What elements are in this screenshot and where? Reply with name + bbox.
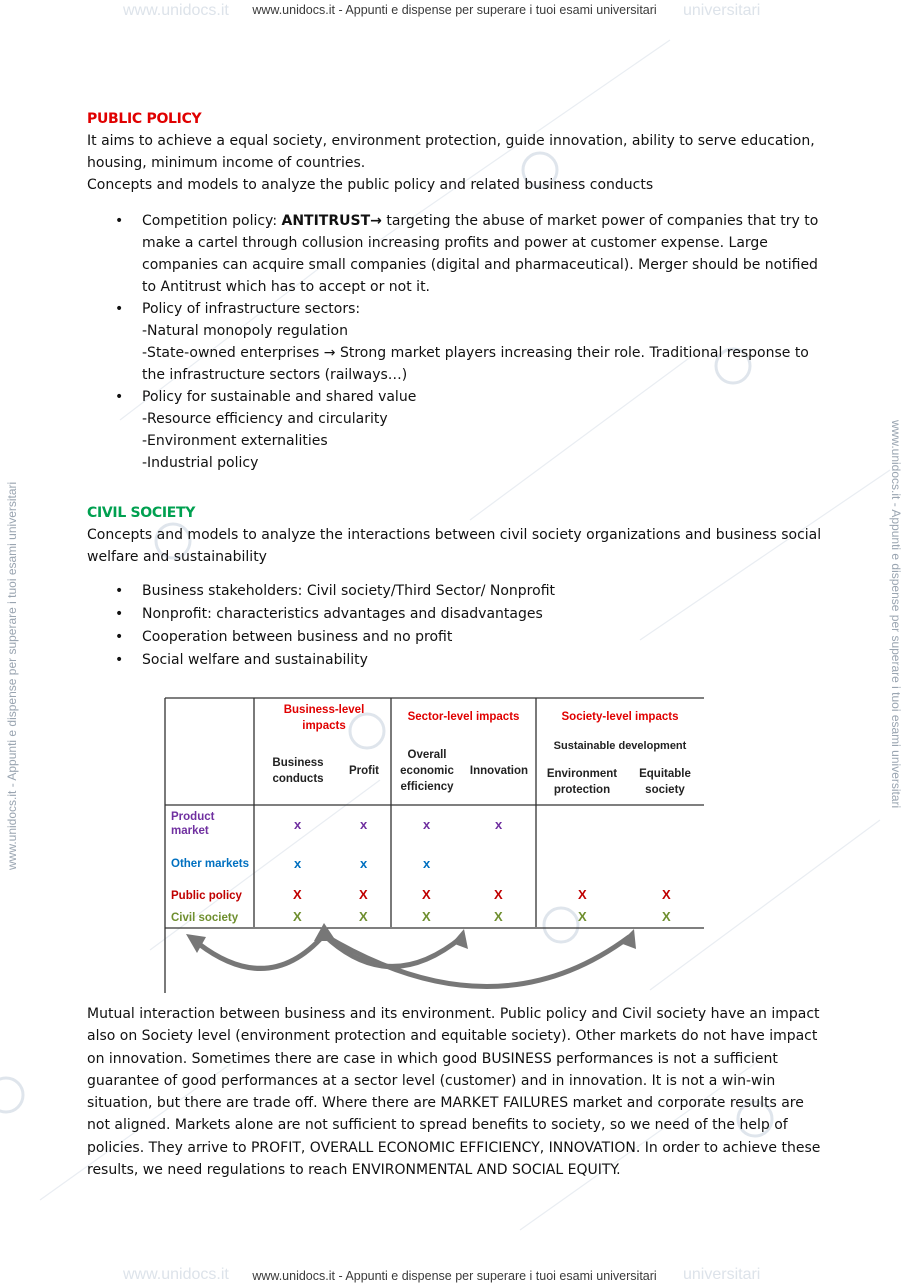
- mark-public-efficiency: X: [422, 887, 431, 902]
- header-sector-level: Sector-level impacts: [407, 711, 520, 723]
- closing-paragraph: Mutual interaction between business and its environment. Public policy and Civil society have an impact also on Society level (environment protection and equitable society). Other markets do not have impact on innovation. Sometimes there are case in which good BUSINESS performances is not a sufficient guarantee of good performances at a sector level (customer) and in innovation. It is not a win-win situation, but there are trade off. Where there are MARKET FAILURES market and corporate results are not aligned. Markets alone are not sufficient to spread benefits to society, so we need of the help of policies. They arrive to PROFIT, OVERALL ECONOMIC EFFICIENCY, INNOVATION. In order to achieve these results, we need regulations to reach ENVIRONMENTAL AND SOCIAL EQUITY.: [87, 1006, 821, 1179]
- mark-public-equitable: X: [662, 887, 671, 902]
- antitrust-keyword: ANTITRUST→: [281, 213, 382, 229]
- list-item: [142, 386, 827, 474]
- mark-product-profit: x: [360, 817, 368, 832]
- col-innovation: Innovation: [469, 765, 529, 777]
- sustain-line-1: • Policy for sustainable and shared value: [142, 389, 417, 405]
- mark-product-efficiency: x: [423, 817, 431, 832]
- public-policy-intro-2: Concepts and models to analyze the public policy and related business conducts: [87, 177, 654, 193]
- mark-civil-equitable: X: [662, 909, 671, 924]
- page-header: www.unidocs.it - Appunti e dispense per superare i tuoi esami universitari: [252, 3, 657, 17]
- public-policy-intro-1: It aims to achieve a equal society, environment protection, guide innovation, ability to serve education, housing, minimum income of countries.: [87, 133, 815, 171]
- header-ghost-right: universitari: [683, 2, 761, 19]
- mark-other-business: x: [294, 856, 302, 871]
- mark-product-business: x: [294, 817, 302, 832]
- subheader-sustainable-development: Sustainable development: [553, 740, 687, 752]
- mark-civil-efficiency: X: [422, 909, 431, 924]
- page-footer: www.unidocs.it - Appunti e dispense per superare i tuoi esami universitari: [252, 1269, 657, 1283]
- civil-society-intro: Concepts and models to analyze the interactions between civil society organizations and business social welfare and sustainability: [87, 527, 822, 565]
- impact-table: [164, 697, 704, 997]
- civil-society-list: [87, 580, 827, 671]
- sustain-line-3: -Environment externalities: [142, 433, 328, 449]
- header-ghost-left: www.unidocs.it: [123, 2, 229, 19]
- col-profit: Profit: [348, 765, 380, 777]
- competition-text: targeting the abuse of market power of companies that try to make a cartel through collusion increasing profits and power at customer expense. Large companies can acquire small companies (digital and pharmaceutical). Merger should be notified to Antitrust which has to accept or not it.: [142, 213, 819, 295]
- list-item: • Social welfare and sustainability: [142, 649, 827, 671]
- row-label-civil-society: Civil society: [171, 912, 239, 924]
- header-business-level: Business-level impacts: [283, 704, 365, 732]
- infra-line-1: • Policy of infrastructure sectors:: [142, 301, 361, 317]
- col-equitable-society: Equitable society: [639, 768, 691, 796]
- col-overall-efficiency: Overall economic efficiency: [400, 749, 454, 793]
- mark-civil-profit: X: [359, 909, 368, 924]
- mark-civil-environment: X: [578, 909, 587, 924]
- document-body: [87, 108, 827, 672]
- competition-prefix: Competition policy:: [142, 213, 282, 229]
- row-label-product-market: Product market: [171, 811, 215, 837]
- col-business-conducts: Business conducts: [272, 757, 324, 785]
- mark-other-efficiency: x: [423, 856, 431, 871]
- left-side-watermark: www.unidocs.it - Appunti e dispense per superare i tuoi esami universitari: [5, 481, 19, 870]
- civil-society-heading: CIVIL SOCIETY: [87, 505, 196, 521]
- sustain-line-4: -Industrial policy: [142, 455, 259, 471]
- mark-other-profit: x: [360, 856, 368, 871]
- mark-product-innovation: x: [495, 817, 503, 832]
- list-item: [142, 298, 827, 386]
- header-society-level: Society-level impacts: [561, 711, 679, 723]
- infra-line-2: -Natural monopoly regulation: [142, 323, 348, 339]
- list-item: [142, 210, 827, 298]
- mark-civil-innovation: X: [494, 909, 503, 924]
- row-label-public-policy: Public policy: [171, 890, 242, 902]
- footer-ghost-left: www.unidocs.it: [123, 1266, 229, 1283]
- mark-public-profit: X: [359, 887, 368, 902]
- public-policy-list: [87, 210, 827, 474]
- footer-ghost-right: universitari: [683, 1266, 761, 1283]
- sustain-line-2: -Resource efficiency and circularity: [142, 411, 388, 427]
- public-policy-heading: PUBLIC POLICY: [87, 111, 202, 127]
- list-item: • Cooperation between business and no profit: [142, 626, 827, 648]
- right-side-watermark: www.unidocs.it - Appunti e dispense per superare i tuoi esami universitari: [889, 420, 903, 809]
- col-environment-protection: Environment protection: [546, 768, 618, 796]
- list-item: • Nonprofit: characteristics advantages and disadvantages: [142, 603, 827, 625]
- list-item: • Business stakeholders: Civil society/Third Sector/ Nonprofit: [142, 580, 827, 602]
- mark-public-business: X: [293, 887, 302, 902]
- mark-public-innovation: X: [494, 887, 503, 902]
- mark-public-environment: X: [578, 887, 587, 902]
- row-label-other-markets: Other markets: [171, 858, 249, 870]
- mark-civil-business: X: [293, 909, 302, 924]
- infra-line-3: -State-owned enterprises → Strong market players increasing their role. Traditional response to the infrastructure sectors (railways…): [142, 345, 809, 383]
